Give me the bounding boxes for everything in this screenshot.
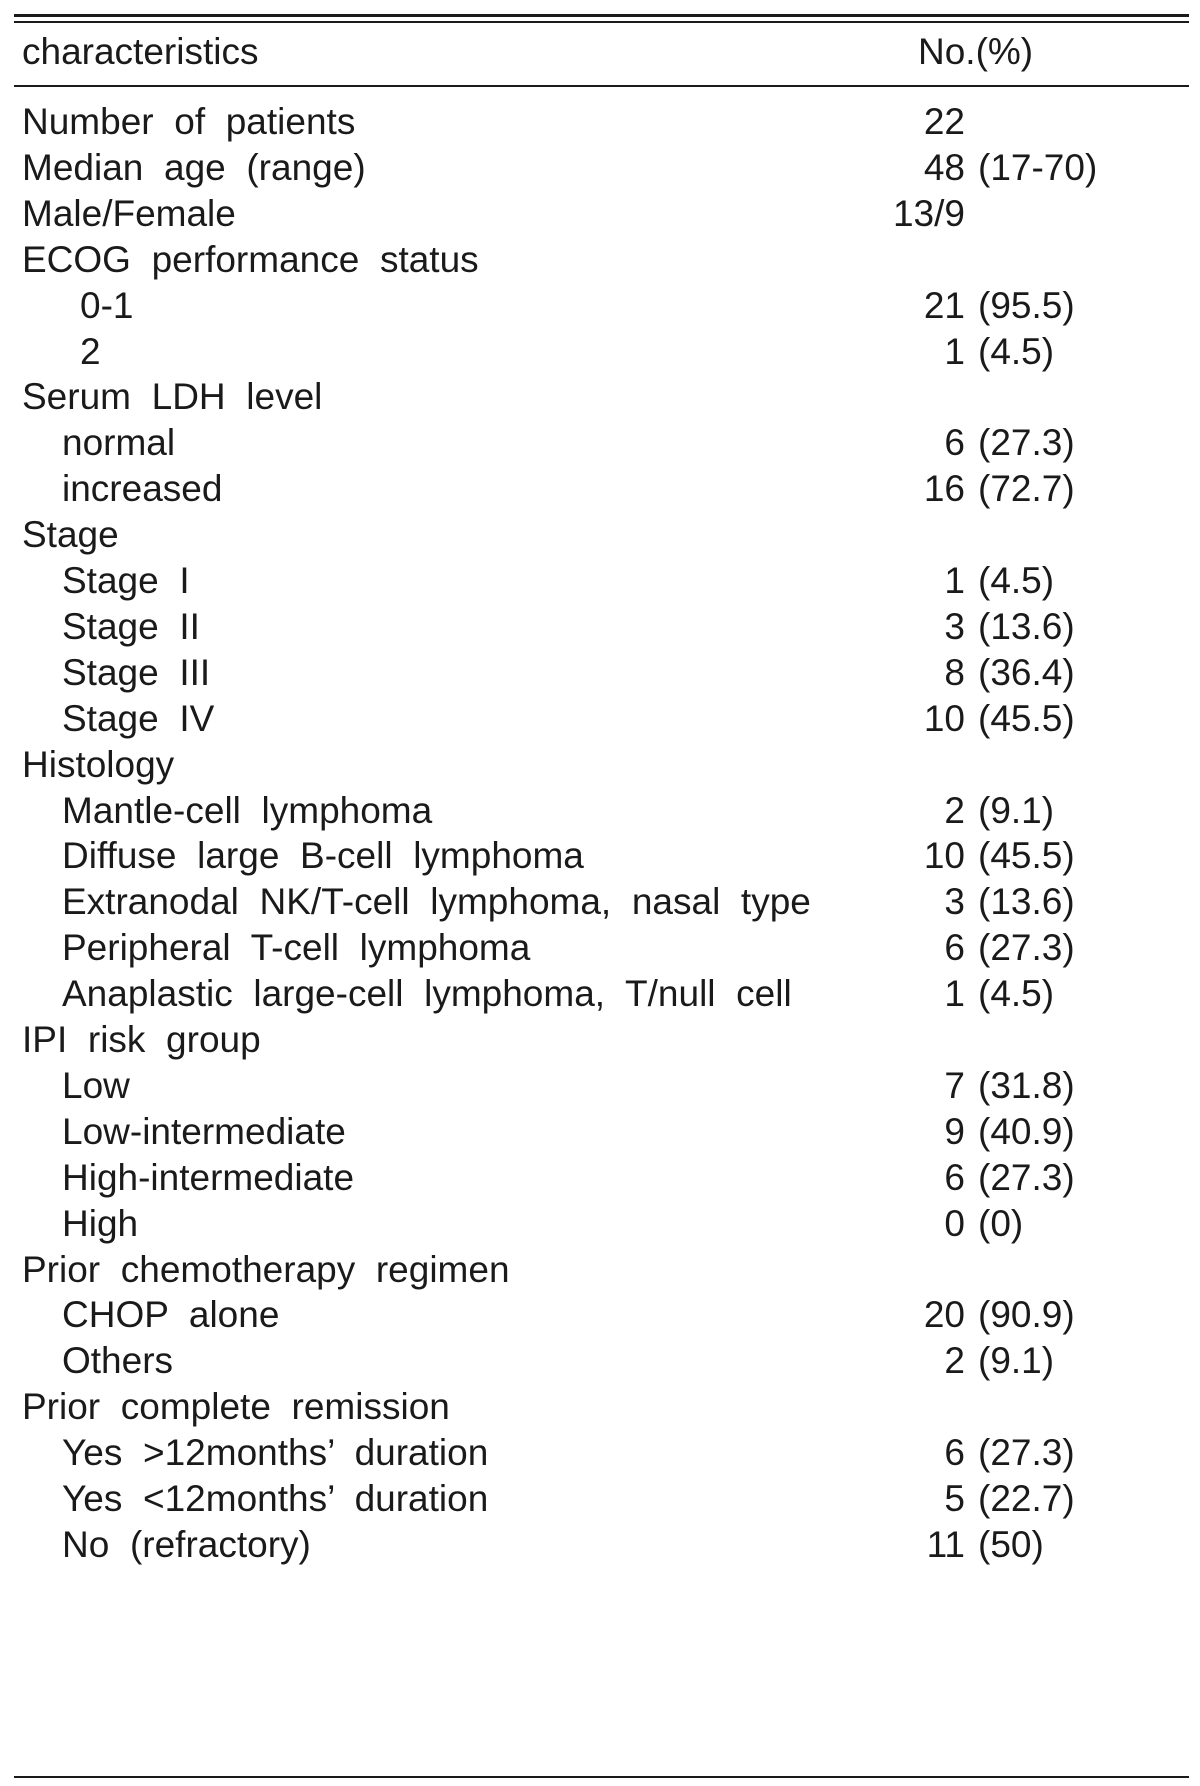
table-row	[0, 922, 1200, 974]
row-count: 2	[944, 789, 965, 831]
top-rule-thin	[14, 21, 1189, 23]
row-count: 9	[944, 1110, 965, 1152]
row-label: Stage IV	[62, 697, 215, 739]
row-label: Histology	[22, 743, 175, 785]
row-count: 11	[926, 1523, 965, 1565]
row-count: 6	[944, 1156, 965, 1198]
table-row	[0, 968, 1200, 1020]
row-percent: (4.5)	[978, 330, 1055, 372]
row-label: Number of patients	[22, 101, 356, 142]
row-label: No (refractory)	[62, 1523, 311, 1565]
row-count: 48	[923, 146, 965, 188]
row-count: 1	[944, 973, 965, 1015]
row-percent: (9.1)	[978, 1340, 1055, 1382]
row-percent: (17-70)	[978, 146, 1098, 188]
table-row	[0, 1060, 1200, 1112]
row-count: 5	[944, 1478, 965, 1519]
table-row	[0, 601, 1200, 653]
row-label: Serum LDH level	[22, 376, 323, 418]
row-percent: (45.5)	[978, 835, 1075, 877]
table-row	[0, 739, 1200, 791]
row-count: 10	[923, 697, 965, 739]
row-count: 1	[944, 560, 965, 601]
table-row	[0, 647, 1200, 699]
row-label: Low-intermediate	[62, 1110, 346, 1152]
table-row	[0, 1289, 1200, 1341]
row-label: Prior chemotherapy regimen	[22, 1248, 510, 1290]
row-count: 16	[923, 468, 965, 510]
row-label: Peripheral T-cell lymphoma	[62, 927, 531, 969]
row-percent: (27.3)	[978, 1156, 1075, 1198]
top-rule-thick	[14, 14, 1189, 17]
row-label: Extranodal NK/T-cell lymphoma, nasal type	[62, 881, 811, 923]
table-row	[0, 1014, 1200, 1066]
row-label: Stage III	[62, 651, 211, 693]
row-count: 21	[923, 284, 965, 326]
row-count: 10	[923, 835, 965, 877]
bottom-rule	[14, 1776, 1189, 1778]
row-percent: (13.6)	[978, 605, 1075, 647]
table-row	[0, 1244, 1200, 1296]
row-count: 13/9	[892, 192, 965, 234]
row-percent: (90.9)	[978, 1294, 1075, 1336]
row-percent: (27.3)	[978, 422, 1075, 464]
table-row	[0, 693, 1200, 745]
table-row	[0, 142, 1200, 194]
row-percent: (45.5)	[978, 697, 1075, 739]
table-row	[0, 1381, 1200, 1433]
table-row	[0, 1106, 1200, 1158]
row-count: 22	[923, 101, 965, 142]
table-row	[0, 555, 1200, 607]
row-count: 7	[944, 1064, 965, 1106]
row-label: increased	[62, 468, 223, 510]
header-rule	[14, 85, 1189, 87]
row-count: 0	[944, 1202, 965, 1244]
table-row	[0, 326, 1200, 378]
table-row	[0, 463, 1200, 515]
row-percent: (31.8)	[978, 1064, 1075, 1106]
table-row	[0, 876, 1200, 928]
row-percent: (4.5)	[978, 560, 1055, 601]
row-label: Stage I	[62, 560, 190, 601]
row-label: High-intermediate	[62, 1156, 355, 1198]
row-label: CHOP alone	[62, 1294, 280, 1336]
row-label: High	[62, 1202, 139, 1244]
row-percent: (95.5)	[978, 284, 1075, 326]
row-label: Anaplastic large-cell lymphoma, T/null cell	[62, 973, 792, 1015]
row-label: Median age (range)	[22, 146, 366, 188]
row-label: Mantle-cell lymphoma	[62, 789, 433, 831]
row-label: Stage	[22, 514, 119, 556]
row-label: normal	[62, 422, 176, 464]
row-percent: (40.9)	[978, 1110, 1075, 1152]
row-label: Diffuse large B-cell lymphoma	[62, 835, 584, 877]
row-count: 6	[944, 1432, 965, 1474]
header-value: No.(%)	[918, 31, 1034, 72]
row-label: Low	[62, 1064, 130, 1106]
table-row	[0, 234, 1200, 286]
table-row	[0, 830, 1200, 882]
row-count: 20	[923, 1294, 965, 1336]
row-percent: (4.5)	[978, 973, 1055, 1015]
row-percent: (0)	[978, 1202, 1024, 1244]
row-label: Male/Female	[22, 192, 236, 234]
row-label: Yes <12months’ duration	[62, 1478, 489, 1519]
row-count: 6	[944, 422, 965, 464]
row-label: 2	[80, 330, 101, 372]
row-percent: (22.7)	[978, 1478, 1075, 1519]
table-row	[0, 785, 1200, 837]
row-count: 3	[944, 605, 965, 647]
row-label: IPI risk group	[22, 1019, 261, 1060]
row-count: 8	[944, 651, 965, 693]
row-percent: (36.4)	[978, 651, 1075, 693]
table-row	[0, 371, 1200, 423]
row-label: Stage II	[62, 605, 200, 647]
row-count: 3	[944, 881, 965, 923]
row-label: Others	[62, 1340, 174, 1382]
row-label: ECOG performance status	[22, 238, 479, 280]
row-percent: (50)	[978, 1523, 1044, 1565]
table-row	[0, 280, 1200, 332]
table-row	[0, 417, 1200, 469]
row-count: 1	[944, 330, 965, 372]
row-count: 2	[944, 1340, 965, 1382]
table-row	[0, 1198, 1200, 1250]
header-characteristics: characteristics	[22, 31, 259, 72]
table-row	[0, 1335, 1200, 1387]
row-percent: (9.1)	[978, 789, 1055, 831]
row-label: 0-1	[80, 284, 134, 326]
table-row	[0, 509, 1200, 561]
row-percent: (27.3)	[978, 1432, 1075, 1474]
table-row	[0, 1473, 1200, 1525]
table-row	[0, 188, 1200, 240]
row-label: Yes >12months’ duration	[62, 1432, 489, 1474]
table-row	[0, 96, 1200, 148]
row-label: Prior complete remission	[22, 1386, 450, 1428]
table-header	[0, 26, 1200, 78]
row-percent: (72.7)	[978, 468, 1075, 510]
table-row	[0, 1519, 1200, 1571]
row-count: 6	[944, 927, 965, 969]
table-row	[0, 1427, 1200, 1479]
row-percent: (13.6)	[978, 881, 1075, 923]
table-row	[0, 1152, 1200, 1204]
row-percent: (27.3)	[978, 927, 1075, 969]
